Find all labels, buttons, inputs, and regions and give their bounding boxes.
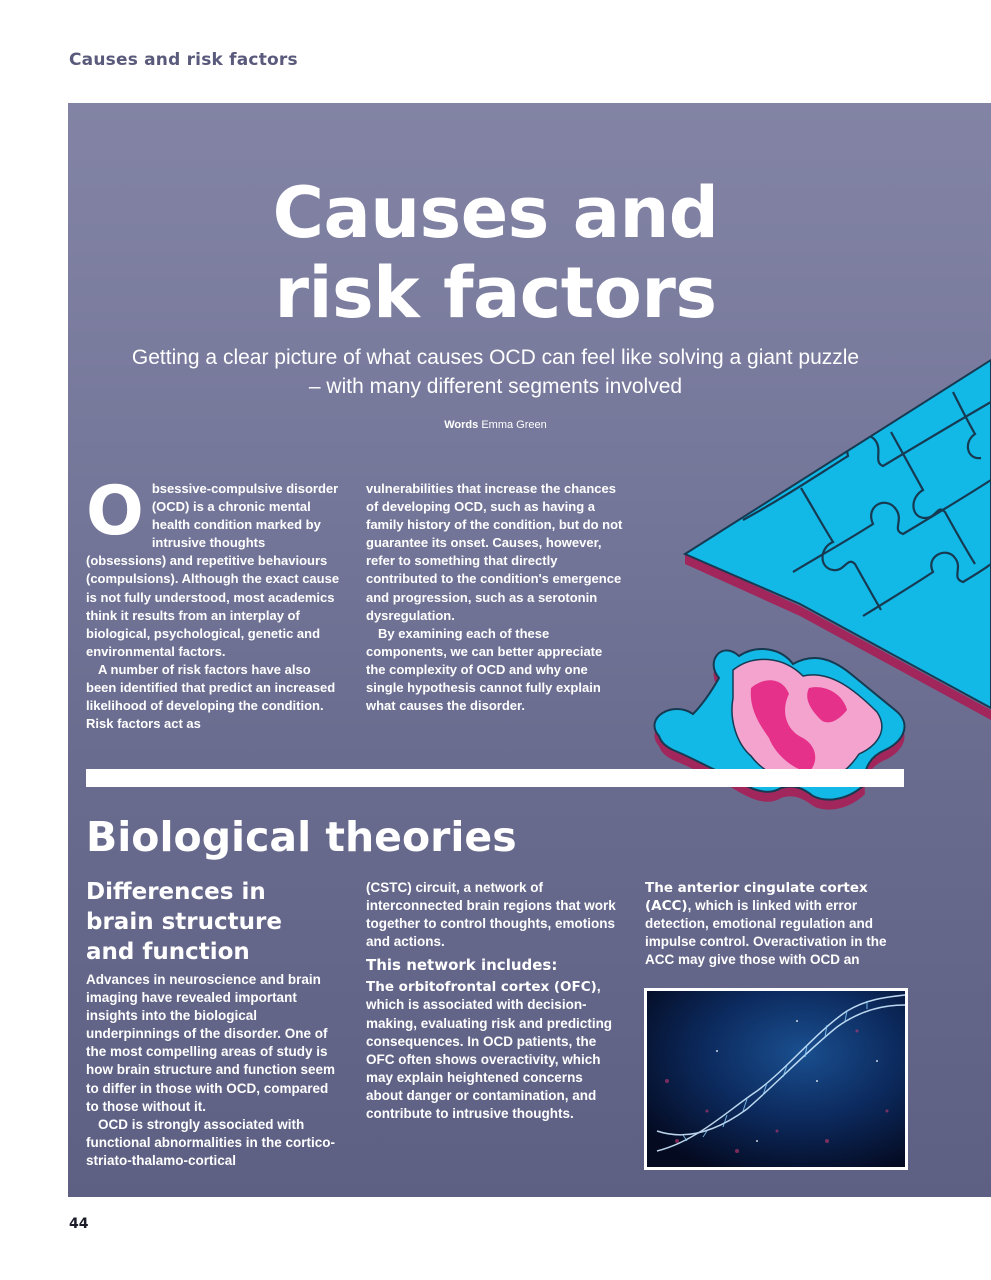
headline-line-2: risk factors (274, 252, 717, 334)
byline-author: Emma Green (481, 419, 547, 431)
network-heading: This network includes: (366, 956, 558, 975)
body-column-2 (366, 879, 616, 1123)
feature-headline (68, 173, 923, 333)
feature-panel (68, 103, 991, 1197)
body-paragraph: OCD is strongly associated with functional abnormalities in the cortico-striato-thalamo-cortical (86, 1116, 336, 1168)
intro-paragraph: vulnerabilities that increase the chances of developing OCD, such as having a family history of the condition, but do not guarantee its onset. Causes, however, refer to something that directly contributed to the condition's emergence and progression, such as a serotonin dysregulation. (366, 481, 623, 623)
intro-column-1 (86, 472, 341, 733)
drop-cap: O (86, 472, 144, 551)
puzzle-illustration (633, 358, 991, 818)
page-number: 44 (69, 1216, 89, 1232)
intro-paragraph: bsessive-compulsive disorder (OCD) is a chronic mental health condition marked by intrusive thoughts (obsessions) and repetitive behaviours (compulsions). Although the exact cause is not fully understood, most academics think it results from an interplay of biological, psychological, genetic and environmental factors. (86, 481, 340, 659)
standfirst: Getting a clear picture of what causes OCD can feel like solving a giant puzzle – with many different segments involved (131, 346, 860, 398)
body-column-1 (86, 971, 341, 1170)
acc-text: , which is linked with error detection, emotional regulation and impulse control. Overactivation in the ACC may give those with OCD an (645, 898, 887, 968)
body-paragraph: (CSTC) circuit, a network of interconnected brain regions that work together to control thoughts, emotions and actions. (366, 880, 616, 950)
acc-lead: The anterior cingulate cortex (ACC) (645, 880, 868, 915)
running-head: Causes and risk factors (69, 50, 298, 70)
body-paragraph: Advances in neuroscience and brain imaging have revealed important insights into the biological underpinnings of the disorder. One of the most compelling areas of study is how brain structure and function seem to differ in those with OCD, compared to those without it. (86, 972, 336, 1114)
intro-paragraph: By examining each of these components, we can better appreciate the complexity of OCD and why one single hypothesis cannot fully explain what causes the disorder. (366, 625, 603, 714)
intro-column-2 (366, 480, 624, 715)
byline-label: Words (444, 419, 479, 431)
section-title: Biological theories (86, 813, 517, 861)
dna-image (644, 988, 908, 1170)
headline-line-1: Causes and (272, 172, 719, 254)
acc-paragraph (645, 879, 907, 969)
intro-paragraph: A number of risk factors have also been identified that predict an increased likelihood of developing the condition. Risk factors act as (86, 661, 336, 732)
ofc-lead: The orbitofrontal cortex (OFC) (366, 979, 597, 996)
ofc-paragraph (366, 978, 616, 1123)
dna-helix-graphic (647, 991, 905, 1167)
ofc-text: , which is associated with decision-making, evaluating risk and predicting consequences. In OCD patients, the OFC often shows overactivity, which may explain heightened concerns about danger or contamination, and contribute to intrusive thoughts. (366, 979, 613, 1122)
section-divider (86, 769, 904, 787)
subsection-title: Differences in brain structure and function (86, 879, 282, 965)
body-column-3 (645, 879, 907, 969)
